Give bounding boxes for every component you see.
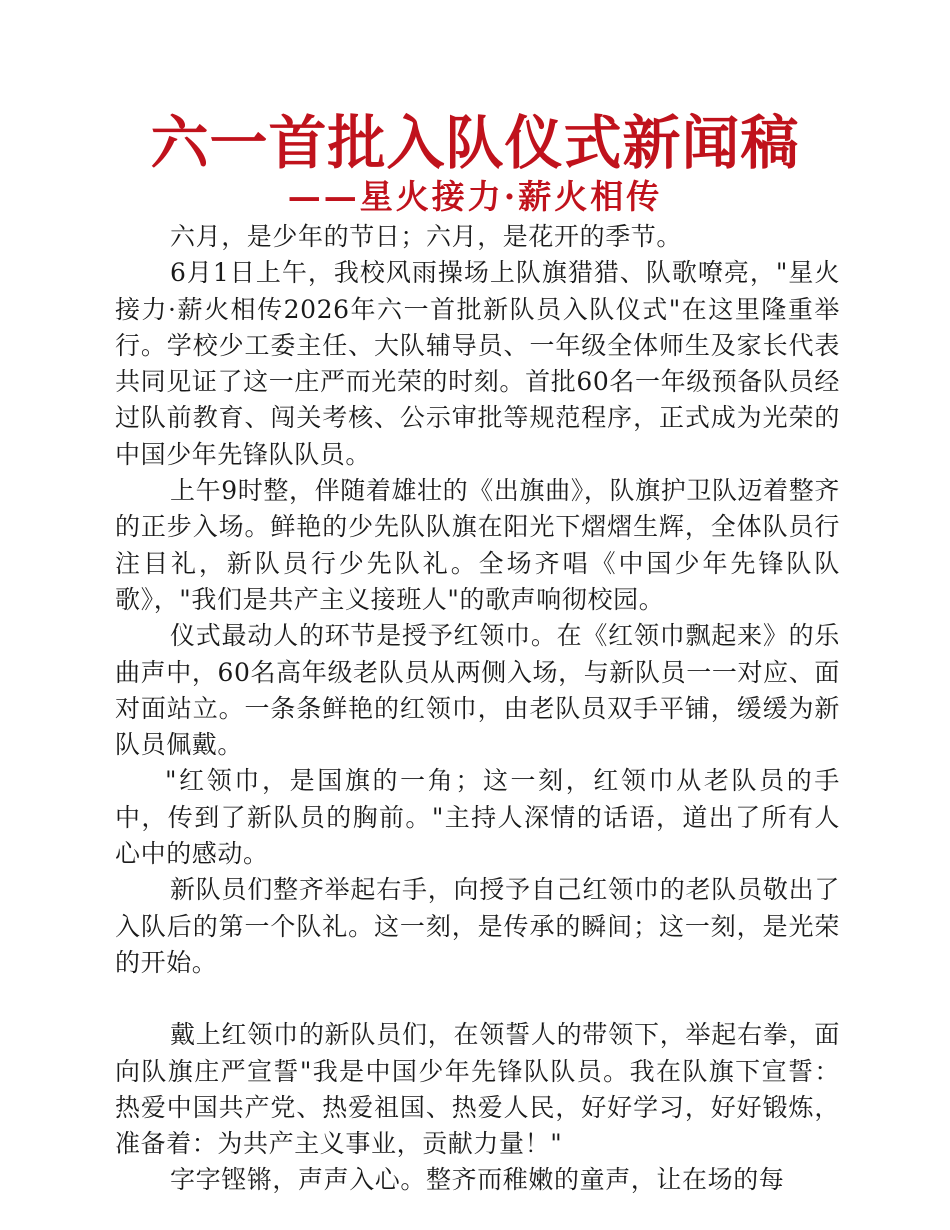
paragraph-event-intro: 6月1日上午，我校风雨操场上队旗猎猎、队歌嘹亮，"星火接力·薪火相传2026年六一首批新队员入队仪式"在这里隆重举行。学校少工委主任、大队辅导员、一年级全体师生及家长代表共同见证了这一庄严而光荣的时刻。首批60名一年级预备队员经过队前教育、闯关考核、公示审批等规范程序，正式成为光荣的中国少年先锋队队员。: [115, 258, 840, 469]
paragraph-flag-ceremony: 上午9时整，伴随着雄壮的《出旗曲》，队旗护卫队迈着整齐的正步入场。鲜艳的少先队队旗在阳光下熠熠生辉，全体队员行注目礼，新队员行少先队礼。全场齐唱《中国少年先锋队队歌》，"我们是共产主义接班人"的歌声响彻校园。: [115, 476, 840, 614]
paragraph-opening: 六月，是少年的节日；六月，是花开的季节。: [170, 222, 683, 251]
paragraph-first-salute: 新队员们整齐举起右手，向授予自己红领巾的老队员敬出了入队后的第一个队礼。这一刻，是传承的瞬间；这一刻，是光荣的开始。: [115, 875, 840, 977]
article-body: [115, 219, 840, 1199]
paragraph-red-scarf: 仪式最动人的环节是授予红领巾。在《红领巾飘起来》的乐曲声中，60名高年级老队员从两侧入场，与新队员一一对应、面对面站立。一条条鲜艳的红领巾，由老队员双手平铺，缓缓为新队员佩戴。: [115, 621, 840, 760]
paragraph-host-quote: "红领巾，是国旗的一角；这一刻，红领巾从老队员的手中，传到了新队员的胸前。"主持人深情的话语，道出了所有人心中的感动。: [115, 766, 840, 869]
document-title: 六一首批入队仪式新闻稿: [150, 109, 800, 177]
paragraph-gap: [115, 981, 840, 1017]
paragraph-closing: 字字铿锵，声声入心。整齐而稚嫩的童声，让在场的每: [170, 1165, 785, 1195]
paragraph-oath: 戴上红领巾的新队员们，在领誓人的带领下，举起右拳，面向队旗庄严宣誓"我是中国少年先锋队队员。我在队旗下宣誓：热爱中国共产党、热爱祖国、热爱人民，好好学习，好好锻炼，准备着：为共产主义事业，贡献力量！": [115, 1020, 840, 1159]
document-subtitle: ——星火接力·薪火相传: [287, 177, 663, 216]
